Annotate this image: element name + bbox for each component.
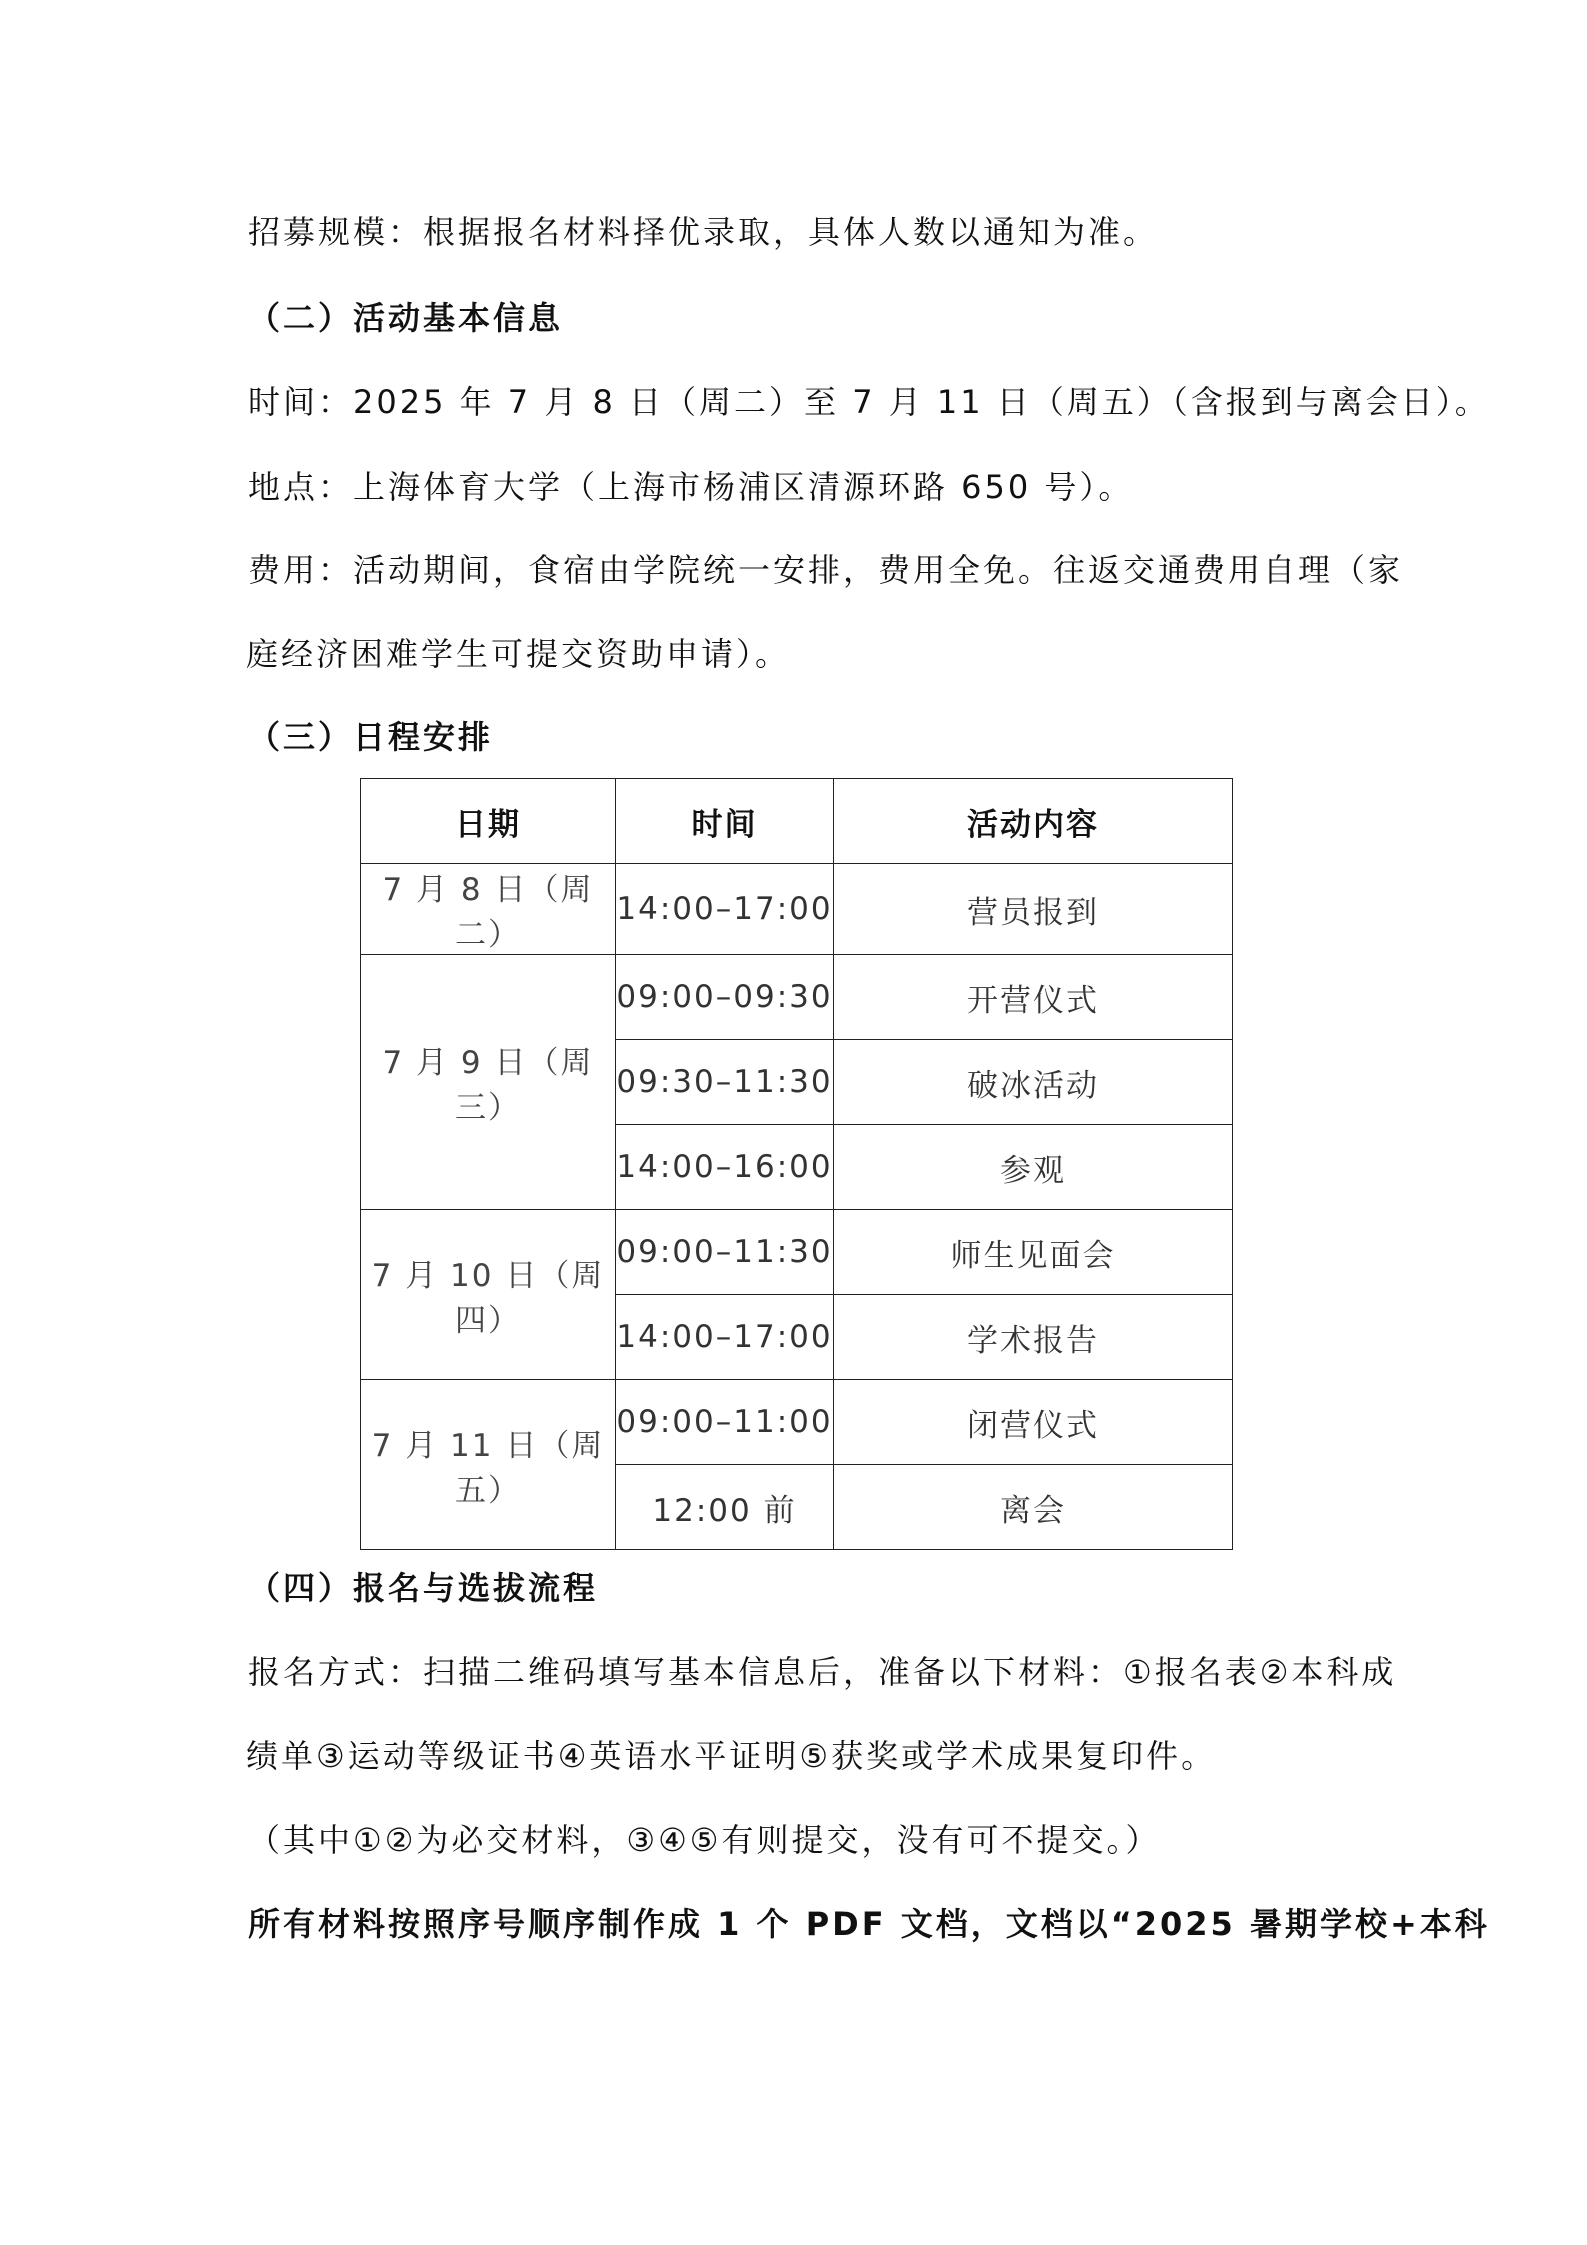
activity-cell: 离会: [834, 1465, 1233, 1550]
activity-cell: 闭营仪式: [834, 1380, 1233, 1465]
date-cell: 7 月 8 日（周二）: [361, 864, 616, 955]
activity-cell: 师生见面会: [834, 1210, 1233, 1295]
header-time: 时间: [616, 779, 834, 864]
fee-text-line-2: 庭经济困难学生可提交资助申请）。: [246, 635, 791, 673]
signup-text-line-2: 绩单③运动等级证书④英语水平证明⑤获奖或学术成果复印件。: [246, 1737, 1217, 1775]
recruit-scale-text: 招募规模：根据报名材料择优录取，具体人数以通知为准。: [248, 213, 1159, 251]
time-cell: 09:00–11:30: [616, 1210, 834, 1295]
signup-text-line-1: 报名方式：扫描二维码填写基本信息后，准备以下材料：①报名表②本科成: [248, 1653, 1397, 1691]
date-cell: 7 月 11 日（周五）: [361, 1380, 616, 1550]
activity-cell: 破冰活动: [834, 1040, 1233, 1125]
date-cell: 7 月 9 日（周三）: [361, 955, 616, 1210]
date-cell: 7 月 10 日（周四）: [361, 1210, 616, 1380]
section-heading-basic-info: （二）活动基本信息: [248, 299, 564, 337]
pdf-instruction-text: 所有材料按照序号顺序制作成 1 个 PDF 文档，文档以“2025 暑期学校+本科: [248, 1905, 1490, 1943]
table-row: [361, 955, 1233, 1040]
place-text: 地点：上海体育大学（上海市杨浦区清源环路 650 号）。: [248, 468, 1134, 506]
time-cell: 12:00 前: [616, 1465, 834, 1550]
time-cell: 14:00–16:00: [616, 1125, 834, 1210]
table-row: [361, 864, 1233, 955]
time-text: 时间：2025 年 7 月 8 日（周二）至 7 月 11 日（周五）（含报到与离会日）。: [248, 383, 1490, 421]
table-header-row: [361, 779, 1233, 864]
time-cell: 14:00–17:00: [616, 864, 834, 955]
header-date: 日期: [361, 779, 616, 864]
fee-text-line-1: 费用：活动期间，食宿由学院统一安排，费用全免。往返交通费用自理（家: [248, 551, 1404, 589]
time-cell: 09:00–11:00: [616, 1380, 834, 1465]
time-cell: 14:00–17:00: [616, 1295, 834, 1380]
time-cell: 09:00–09:30: [616, 955, 834, 1040]
activity-cell: 营员报到: [834, 864, 1233, 955]
activity-cell: 参观: [834, 1125, 1233, 1210]
section-heading-schedule: （三）日程安排: [248, 718, 494, 756]
time-cell: 09:30–11:30: [616, 1040, 834, 1125]
schedule-table: [360, 778, 1233, 1550]
activity-cell: 开营仪式: [834, 955, 1233, 1040]
header-activity: 活动内容: [834, 779, 1233, 864]
signup-note: （其中①②为必交材料，③④⑤有则提交，没有可不提交。）: [248, 1821, 1161, 1859]
table-row: [361, 1380, 1233, 1465]
activity-cell: 学术报告: [834, 1295, 1233, 1380]
section-heading-signup: （四）报名与选拔流程: [248, 1569, 599, 1607]
table-row: [361, 1210, 1233, 1295]
